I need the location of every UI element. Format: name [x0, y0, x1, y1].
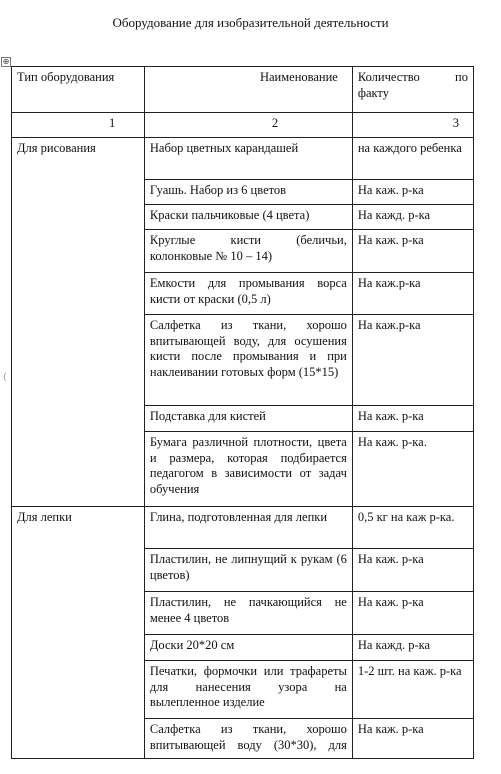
- type-cell-modeling: Для лепки: [12, 507, 145, 759]
- table-move-handle-icon[interactable]: ⊕: [2, 57, 10, 66]
- qty-cell: На каж. р-ка: [352, 592, 473, 635]
- name-cell: Пластилин, не липнущий к рукам (6 цветов): [144, 549, 352, 592]
- document-title: Оборудование для изобразительной деятельности: [112, 15, 389, 30]
- header-name: Наименование: [144, 67, 352, 113]
- qty-cell: На кажд. р-ка: [352, 635, 473, 661]
- header-row: [12, 67, 474, 113]
- name-cell: Печатки, формочки или трафареты для нанесения узора на вылепленное изделие: [144, 661, 352, 719]
- name-cell: Глина, подготовленная для лепки: [144, 507, 352, 549]
- header-qty: Количество по факту: [352, 67, 473, 113]
- name-cell: Набор цветных карандашей: [144, 138, 352, 180]
- margin-marker-icon: (: [3, 372, 7, 383]
- header-type: Тип оборудования: [12, 67, 145, 113]
- name-cell: Салфетка из ткани, хорошо впитывающей воду, для осушения кисти после промывания и при наклеивании готовых форм (15*15): [144, 315, 352, 406]
- qty-cell: На каж. р-ка: [352, 719, 473, 759]
- column-number-2: 2: [144, 113, 352, 138]
- qty-cell: 0,5 кг на каж р-ка.: [352, 507, 473, 549]
- column-number-1: 1: [12, 113, 145, 138]
- name-cell: Круглые кисти (беличьи, колонковые № 10 – 14): [144, 230, 352, 273]
- qty-cell: На каж. р-ка: [352, 549, 473, 592]
- name-cell: Салфетка из ткани, хорошо впитывающей воду (30*30), для: [144, 719, 352, 759]
- name-cell: Пластилин, не пачкающийся не менее 4 цветов: [144, 592, 352, 635]
- qty-cell: На каж. р-ка.: [352, 432, 473, 507]
- qty-cell: на каждого ребенка: [352, 138, 473, 180]
- table-row: [12, 138, 474, 180]
- name-cell: Гуашь. Набор из 6 цветов: [144, 180, 352, 205]
- table-row: [12, 507, 474, 549]
- name-cell: Бумага различной плотности, цвета и размера, которая подбирается педагогом в зависимости от задач обучения: [144, 432, 352, 507]
- equipment-table: [11, 66, 474, 759]
- column-number-row: [12, 113, 474, 138]
- name-cell: Краски пальчиковые (4 цвета): [144, 205, 352, 230]
- qty-cell: 1-2 шт. на каж. р-ка: [352, 661, 473, 719]
- qty-cell: На каж. р-ка: [352, 230, 473, 273]
- qty-cell: На каж. р-ка: [352, 406, 473, 432]
- name-cell: Доски 20*20 см: [144, 635, 352, 661]
- qty-cell: На каж.р-ка: [352, 273, 473, 315]
- column-number-3: 3: [352, 113, 473, 138]
- qty-cell: На каж.р-ка: [352, 315, 473, 406]
- type-cell-drawing: Для рисования: [12, 138, 145, 507]
- qty-cell: На кажд. р-ка: [352, 205, 473, 230]
- name-cell: Подставка для кистей: [144, 406, 352, 432]
- name-cell: Емкости для промывания ворса кисти от краски (0,5 л): [144, 273, 352, 315]
- qty-cell: На каж. р-ка: [352, 180, 473, 205]
